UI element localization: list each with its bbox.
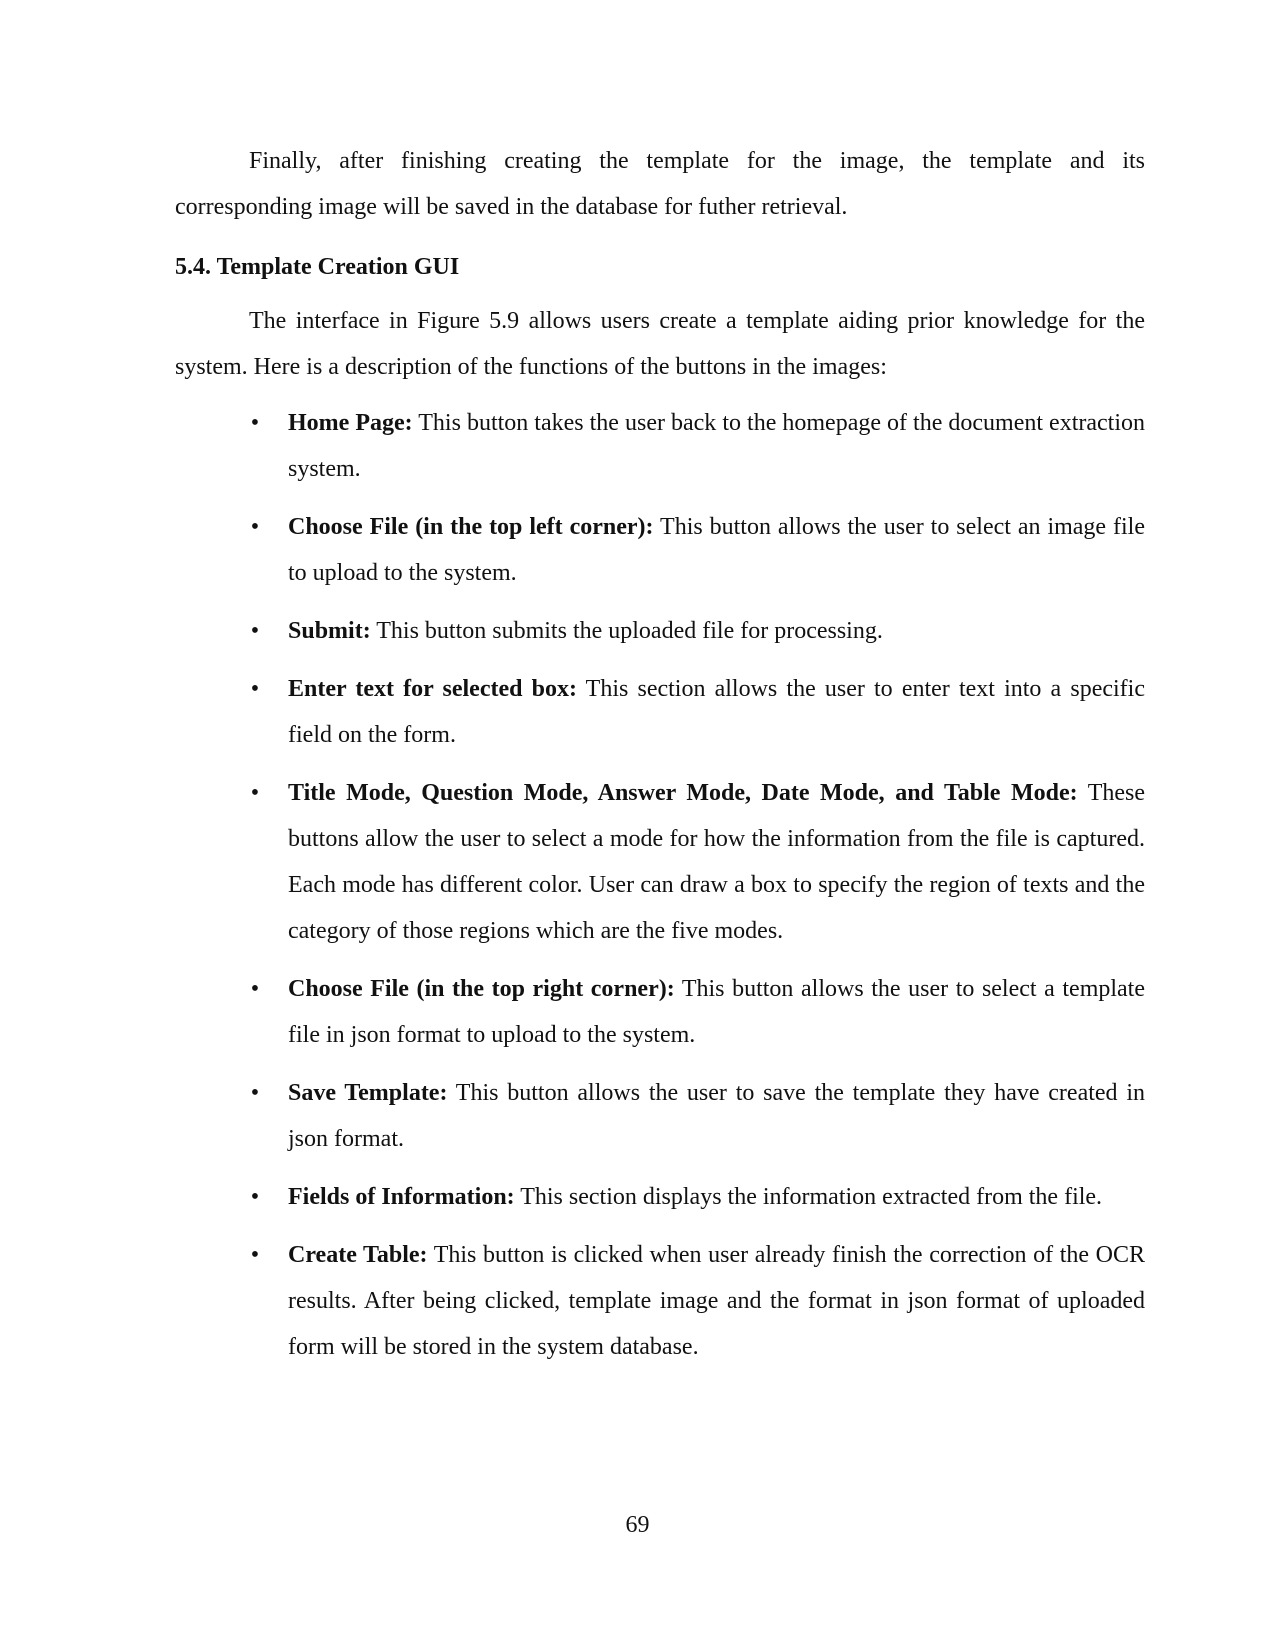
bullet-icon: •	[250, 514, 260, 540]
page-body	[175, 138, 1145, 1382]
list-item-term: Fields of Information:	[288, 1184, 515, 1210]
list-item	[175, 966, 1145, 1058]
page-number: 69	[625, 1512, 650, 1538]
list-item-term: Choose File (in the top right corner):	[288, 976, 675, 1002]
bullet-icon: •	[250, 410, 260, 436]
list-item	[175, 1174, 1145, 1220]
intro-paragraph: Finally, after finishing creating the template for the image, the template and its corresponding image will be saved in the database for futher retrieval.	[175, 148, 1145, 220]
list-item-text: This button allows the user to select an image file to upload to the system.	[288, 514, 1146, 586]
list-item-term: Choose File (in the top left corner):	[288, 514, 654, 540]
list-item-text: This button submits the uploaded file for processing.	[370, 618, 883, 644]
list-item	[175, 770, 1145, 954]
list-item-text: This button takes the user back to the homepage of the document extraction system.	[288, 410, 1146, 482]
list-item-text: This section displays the information extracted from the file.	[514, 1184, 1103, 1210]
list-item	[175, 400, 1145, 492]
bullet-icon: •	[250, 676, 260, 702]
list-item-term: Home Page:	[288, 410, 413, 436]
bullet-icon: •	[250, 618, 260, 644]
list-item	[175, 1070, 1145, 1162]
list-item-text: These buttons allow the user to select a mode for how the information from the file is captured. Each mode has different color. User can draw a box to specify the region of texts and the category of those regions which are the five modes.	[288, 780, 1145, 944]
bullet-icon: •	[250, 780, 260, 806]
list-item-text: This button is clicked when user already finish the correction of the OCR results. After being clicked, template image and the format in json format of uploaded form will be stored in the system database.	[288, 1242, 1145, 1360]
list-item-text: This button allows the user to save the template they have created in json format.	[288, 1080, 1145, 1152]
bullet-icon: •	[250, 1080, 260, 1106]
list-item-term: Submit:	[288, 618, 371, 644]
list-item-term: Title Mode, Question Mode, Answer Mode, Date Mode, and Table Mode:	[288, 780, 1078, 806]
list-item	[175, 504, 1145, 596]
list-item-text: This section allows the user to enter text into a specific field on the form.	[288, 676, 1145, 748]
list-item-term: Create Table:	[288, 1242, 428, 1268]
list-item	[175, 666, 1145, 758]
bullet-icon: •	[250, 976, 260, 1002]
section-paragraph: The interface in Figure 5.9 allows users create a template aiding prior knowledge for the system. Here is a description of the functions of the buttons in the images:	[175, 308, 1145, 380]
list-item-term: Save Template:	[288, 1080, 448, 1106]
bullet-icon: •	[250, 1242, 260, 1268]
list-item-term: Enter text for selected box:	[288, 676, 577, 702]
list-item	[175, 608, 1145, 654]
section-heading: 5.4. Template Creation GUI	[175, 254, 460, 280]
bullet-icon: •	[250, 1184, 260, 1210]
button-description-list	[175, 400, 1145, 1370]
list-item-text: This button allows the user to select a template file in json format to upload to the system.	[288, 976, 1146, 1048]
list-item	[175, 1232, 1145, 1370]
